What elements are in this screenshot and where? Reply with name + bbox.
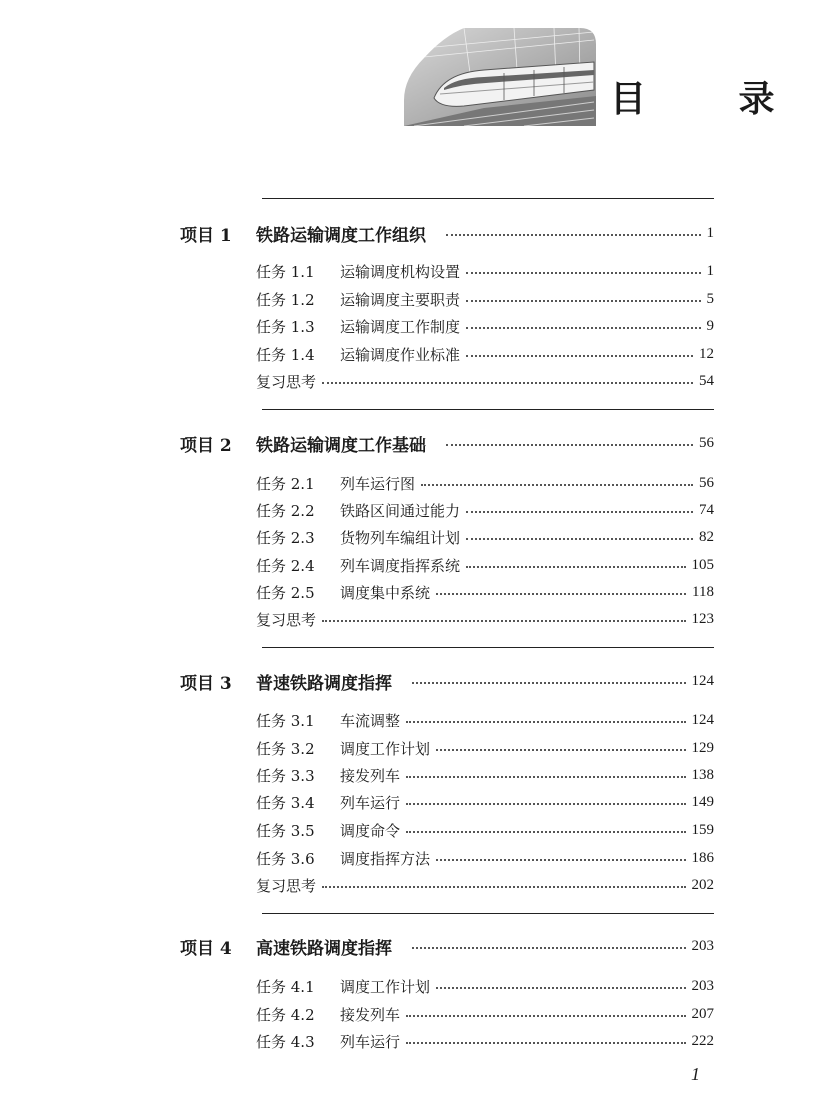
dot-leader	[466, 300, 700, 302]
dot-leader	[406, 1042, 685, 1044]
dot-leader	[412, 947, 686, 949]
project-label: 项目 1	[180, 225, 232, 246]
dot-leader	[406, 721, 685, 723]
task-title: 运输调度工作制度	[340, 317, 461, 336]
project-title: 铁路运输调度工作组织	[256, 225, 426, 246]
section-divider	[262, 198, 714, 199]
dot-leader	[406, 803, 685, 805]
toc-task-entry[interactable]	[256, 258, 714, 284]
project-label: 项目 2	[180, 435, 232, 456]
dot-leader	[466, 566, 685, 568]
dot-leader	[446, 234, 701, 236]
toc-task-entry[interactable]	[256, 552, 714, 578]
project-label: 项目 3	[180, 673, 232, 694]
dot-leader	[466, 538, 693, 540]
task-label: 任务 2.4	[256, 556, 315, 575]
dot-leader	[446, 444, 693, 446]
dot-leader	[436, 987, 685, 989]
task-title: 运输调度作业标准	[340, 345, 461, 364]
dot-leader	[406, 1015, 685, 1017]
dot-leader	[322, 382, 693, 384]
task-title: 车流调整	[340, 711, 401, 730]
page-number: 129	[691, 739, 714, 756]
page-number: 149	[691, 793, 714, 810]
dot-leader	[466, 272, 700, 274]
task-label: 任务 2.3	[256, 528, 315, 547]
toc-task-entry[interactable]	[256, 973, 714, 999]
task-label: 任务 3.3	[256, 766, 315, 785]
dot-leader	[466, 355, 693, 357]
task-title: 铁路区间通过能力	[340, 501, 461, 520]
review-title: 复习思考	[256, 610, 317, 629]
toc-task-entry[interactable]	[256, 817, 714, 843]
page-number: 159	[691, 821, 714, 838]
toc-task-entry[interactable]	[256, 789, 714, 815]
page-number: 5	[706, 290, 714, 307]
project-title: 普速铁路调度指挥	[256, 673, 392, 694]
task-label: 任务 4.1	[256, 977, 315, 996]
toc-project-entry[interactable]	[180, 220, 714, 246]
task-title: 列车运行	[340, 793, 401, 812]
toc-review-entry[interactable]	[256, 368, 714, 394]
dot-leader	[322, 886, 685, 888]
task-title: 调度工作计划	[340, 977, 431, 996]
page-number: 207	[691, 1005, 714, 1022]
review-title: 复习思考	[256, 876, 317, 895]
task-label: 任务 4.2	[256, 1005, 315, 1024]
task-label: 任务 3.1	[256, 711, 315, 730]
task-label: 任务 1.3	[256, 317, 315, 336]
page-number: 54	[699, 372, 714, 389]
task-label: 任务 1.1	[256, 262, 315, 281]
dot-leader	[406, 831, 685, 833]
dot-leader	[406, 776, 685, 778]
task-label: 任务 2.2	[256, 501, 315, 520]
page-number: 12	[699, 345, 714, 362]
page-number: 1	[706, 224, 714, 241]
task-title: 接发列车	[340, 1005, 401, 1024]
page-number: 1	[706, 262, 714, 279]
task-title: 运输调度主要职责	[340, 290, 461, 309]
toc-task-entry[interactable]	[256, 497, 714, 523]
project-title: 高速铁路调度指挥	[256, 938, 392, 959]
page-number: 186	[691, 849, 714, 866]
task-title: 货物列车编组计划	[340, 528, 461, 547]
task-title: 列车运行图	[340, 474, 416, 493]
page-number: 203	[691, 977, 714, 994]
folio-page-number: 1	[691, 1064, 700, 1084]
task-label: 任务 2.5	[256, 583, 315, 602]
dot-leader	[436, 593, 686, 595]
task-title: 列车运行	[340, 1032, 401, 1051]
page-number: 124	[691, 672, 714, 689]
task-label: 任务 1.2	[256, 290, 315, 309]
task-title: 运输调度机构设置	[340, 262, 461, 281]
task-title: 列车调度指挥系统	[340, 556, 461, 575]
page-title: 目 录	[610, 79, 815, 120]
project-title: 铁路运输调度工作基础	[256, 435, 426, 456]
task-label: 任务 2.1	[256, 474, 315, 493]
section-divider	[262, 647, 714, 648]
toc-review-entry[interactable]	[256, 872, 714, 898]
task-label: 任务 3.2	[256, 739, 315, 758]
page-number: 105	[691, 556, 714, 573]
project-label: 项目 4	[180, 938, 232, 959]
task-label: 任务 3.4	[256, 793, 315, 812]
review-title: 复习思考	[256, 372, 317, 391]
task-label: 任务 3.5	[256, 821, 315, 840]
toc-task-entry[interactable]	[256, 735, 714, 761]
task-title: 调度命令	[340, 821, 401, 840]
toc-project-entry[interactable]	[180, 668, 714, 694]
toc-task-entry[interactable]	[256, 286, 714, 312]
dot-leader	[322, 620, 685, 622]
toc-task-entry[interactable]	[256, 579, 714, 605]
dot-leader	[412, 682, 686, 684]
task-label: 任务 4.3	[256, 1032, 315, 1051]
page-number: 9	[706, 317, 714, 334]
page-number: 203	[691, 937, 714, 954]
toc-project-entry[interactable]	[180, 933, 714, 959]
page-number: 56	[699, 434, 714, 451]
page-number: 56	[699, 474, 714, 491]
toc-review-entry[interactable]	[256, 606, 714, 632]
toc-task-entry[interactable]	[256, 1028, 714, 1054]
page-number: 123	[691, 610, 714, 627]
toc-task-entry[interactable]	[256, 470, 714, 496]
page-number: 118	[692, 583, 714, 600]
section-divider	[262, 913, 714, 914]
toc-task-entry[interactable]	[256, 524, 714, 550]
toc-task-entry[interactable]	[256, 313, 714, 339]
page-number: 222	[691, 1032, 714, 1049]
toc-task-entry[interactable]	[256, 845, 714, 871]
toc-task-entry[interactable]	[256, 1001, 714, 1027]
page-number: 74	[699, 501, 714, 518]
page-number: 82	[699, 528, 714, 545]
toc-task-entry[interactable]	[256, 341, 714, 367]
task-label: 任务 3.6	[256, 849, 315, 868]
section-divider	[262, 409, 714, 410]
toc-project-entry[interactable]	[180, 430, 714, 456]
dot-leader	[466, 511, 693, 513]
dot-leader	[436, 859, 685, 861]
dot-leader	[436, 749, 685, 751]
task-title: 调度工作计划	[340, 739, 431, 758]
task-title: 调度指挥方法	[340, 849, 431, 868]
page-number: 202	[691, 876, 714, 893]
toc-task-entry[interactable]	[256, 762, 714, 788]
task-title: 接发列车	[340, 766, 401, 785]
dot-leader	[466, 327, 700, 329]
task-title: 调度集中系统	[340, 583, 431, 602]
toc-task-entry[interactable]	[256, 707, 714, 733]
page-number: 138	[691, 766, 714, 783]
dot-leader	[421, 484, 693, 486]
page-number: 124	[691, 711, 714, 728]
train-banner-image	[404, 28, 596, 126]
task-label: 任务 1.4	[256, 345, 315, 364]
